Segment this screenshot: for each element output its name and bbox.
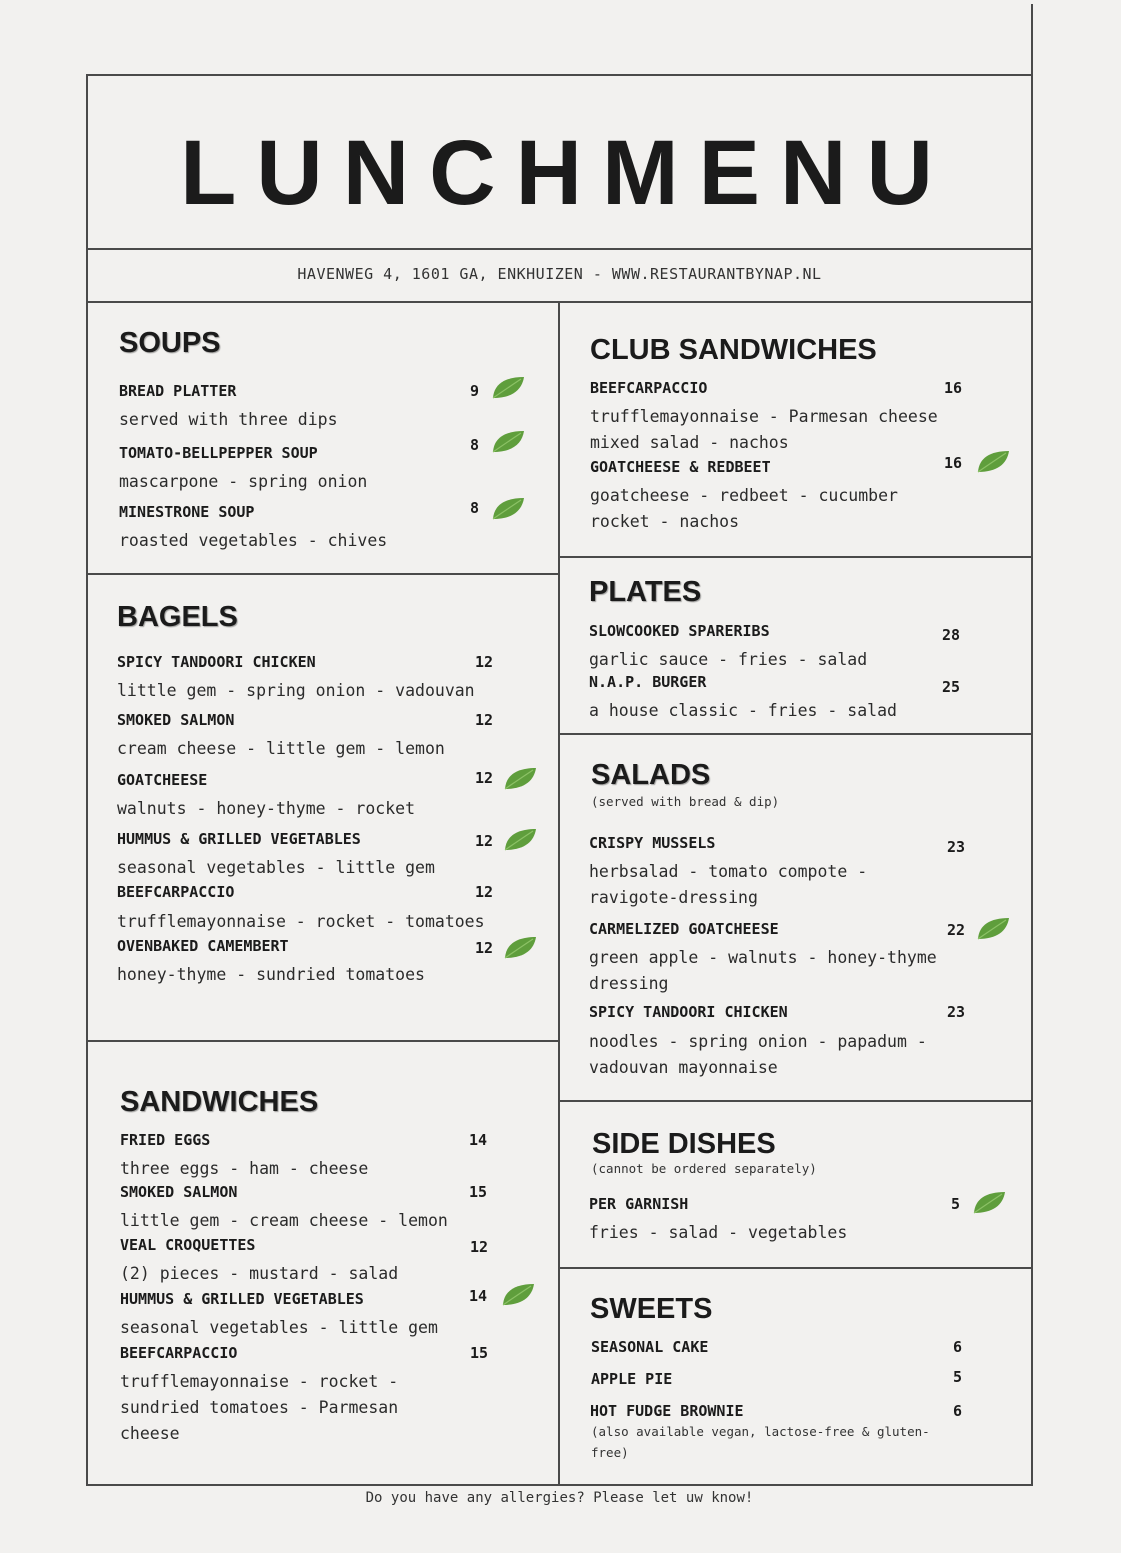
leaf-icon	[971, 1190, 1007, 1216]
item-name: HUMMUS & GRILLED VEGETABLES	[120, 1290, 364, 1308]
sandwiches-title: SANDWICHES	[120, 1086, 319, 1118]
item-name: TOMATO-BELLPEPPER SOUP	[119, 444, 318, 462]
item-name: BEEFCARPACCIO	[117, 883, 235, 901]
frame-bottom-line	[86, 1484, 1033, 1486]
item-price: 12	[475, 653, 494, 671]
item-name: SPICY TANDOORI CHICKEN	[589, 1003, 788, 1021]
item-price: 25	[942, 678, 961, 696]
item-name: GOATCHEESE	[117, 771, 208, 789]
item-name: SMOKED SALMON	[120, 1183, 238, 1201]
sweets-note: (also available vegan, lactose-free & gluten-	[591, 1424, 930, 1439]
item-description: ravigote-dressing	[589, 888, 758, 907]
item-name: MINESTRONE SOUP	[119, 503, 255, 521]
leaf-icon	[490, 429, 526, 455]
item-price: 12	[475, 769, 494, 787]
item-description: served with three dips	[119, 410, 338, 429]
item-description: herbsalad - tomato compote -	[589, 862, 868, 881]
item-name: CRISPY MUSSELS	[589, 834, 716, 852]
column-divider	[558, 301, 560, 1485]
item-description: dressing	[589, 974, 669, 993]
leaf-icon	[490, 496, 526, 522]
soups-title: SOUPS	[119, 327, 221, 359]
item-name: APPLE PIE	[591, 1370, 673, 1388]
frame-left-line	[86, 74, 88, 1485]
item-description: vadouvan mayonnaise	[589, 1058, 778, 1077]
item-name: VEAL CROQUETTES	[120, 1236, 256, 1254]
bagels-title: BAGELS	[117, 601, 238, 633]
title-divider	[86, 248, 1033, 250]
leaf-icon	[490, 375, 526, 401]
leaf-icon	[500, 1282, 536, 1308]
item-price: 12	[475, 883, 494, 901]
item-description: mixed salad - nachos	[590, 433, 789, 452]
item-name: BEEFCARPACCIO	[590, 379, 708, 397]
item-price: 5	[953, 1368, 963, 1386]
item-price: 23	[947, 838, 966, 856]
item-price: 15	[469, 1183, 488, 1201]
item-description: a house classic - fries - salad	[589, 701, 897, 720]
item-description: little gem - spring onion - vadouvan	[117, 681, 475, 700]
item-description: little gem - cream cheese - lemon	[120, 1211, 448, 1230]
item-description: (2) pieces - mustard - salad	[120, 1264, 399, 1283]
item-description: roasted vegetables - chives	[119, 531, 388, 550]
sides-divider	[558, 1267, 1033, 1269]
menu-title: LUNCHMENU	[180, 122, 953, 224]
item-description: walnuts - honey-thyme - rocket	[117, 799, 416, 818]
salads-divider	[558, 1100, 1033, 1102]
item-description: goatcheese - redbeet - cucumber	[590, 486, 898, 505]
item-description: cheese	[120, 1424, 180, 1443]
item-description: green apple - walnuts - honey-thyme	[589, 948, 937, 967]
item-name: FRIED EGGS	[120, 1131, 211, 1149]
item-price: 8	[470, 499, 480, 517]
item-price: 5	[951, 1195, 961, 1213]
salads-note: (served with bread & dip)	[591, 794, 780, 809]
item-description: mascarpone - spring onion	[119, 472, 368, 491]
item-description: trufflemayonnaise - rocket -	[120, 1372, 399, 1391]
item-description: noodles - spring onion - papadum -	[589, 1032, 927, 1051]
item-name: CARMELIZED GOATCHEESE	[589, 920, 779, 938]
item-description: trufflemayonnaise - Parmesan cheese	[590, 407, 938, 426]
plates-title: PLATES	[589, 576, 702, 608]
item-price: 23	[947, 1003, 966, 1021]
item-description: fries - salad - vegetables	[589, 1223, 848, 1242]
leaf-icon	[502, 935, 538, 961]
item-price: 28	[942, 626, 961, 644]
item-price: 6	[953, 1338, 963, 1356]
address-divider	[86, 301, 1033, 303]
item-name: HOT FUDGE BROWNIE	[590, 1402, 744, 1420]
item-description: seasonal vegetables - little gem	[120, 1318, 438, 1337]
item-name: OVENBAKED CAMEMBERT	[117, 937, 289, 955]
item-description: garlic sauce - fries - salad	[589, 650, 868, 669]
leaf-icon	[502, 827, 538, 853]
item-price: 22	[947, 921, 966, 939]
item-name: PER GARNISH	[589, 1195, 689, 1213]
item-price: 12	[470, 1238, 489, 1256]
item-name: SMOKED SALMON	[117, 711, 235, 729]
item-price: 12	[475, 711, 494, 729]
frame-top-line	[86, 74, 1033, 76]
item-description: honey-thyme - sundried tomatoes	[117, 965, 425, 984]
item-price: 12	[475, 939, 494, 957]
item-description: seasonal vegetables - little gem	[117, 858, 435, 877]
bagels-divider	[86, 1040, 559, 1042]
item-price: 8	[470, 436, 480, 454]
item-name: SLOWCOOKED SPARERIBS	[589, 622, 770, 640]
salads-title: SALADS	[591, 759, 711, 791]
leaf-icon	[975, 916, 1011, 942]
sweets-title: SWEETS	[590, 1293, 713, 1325]
soups-divider	[86, 573, 559, 575]
item-description: rocket - nachos	[590, 512, 740, 531]
item-price: 14	[469, 1287, 488, 1305]
allergy-footer: Do you have any allergies? Please let uw know!	[365, 1490, 754, 1506]
item-name: SEASONAL CAKE	[591, 1338, 709, 1356]
club-divider	[558, 556, 1033, 558]
item-name: BEEFCARPACCIO	[120, 1344, 238, 1362]
side-dishes-title: SIDE DISHES	[592, 1128, 776, 1160]
item-name: SPICY TANDOORI CHICKEN	[117, 653, 316, 671]
side-dishes-note: (cannot be ordered separately)	[591, 1161, 817, 1176]
item-name: HUMMUS & GRILLED VEGETABLES	[117, 830, 361, 848]
plates-divider	[558, 733, 1033, 735]
item-description: cream cheese - little gem - lemon	[117, 739, 445, 758]
item-price: 16	[944, 379, 963, 397]
item-description: three eggs - ham - cheese	[120, 1159, 369, 1178]
item-name: GOATCHEESE & REDBEET	[590, 458, 771, 476]
restaurant-address: HAVENWEG 4, 1601 GA, ENKHUIZEN - WWW.RESTAURANTBYNAP.NL	[297, 265, 822, 283]
item-name: BREAD PLATTER	[119, 382, 237, 400]
item-description: trufflemayonnaise - rocket - tomatoes	[117, 912, 485, 931]
item-price: 14	[469, 1131, 488, 1149]
item-price: 16	[944, 454, 963, 472]
leaf-icon	[975, 449, 1011, 475]
item-price: 6	[953, 1402, 963, 1420]
item-price: 9	[470, 382, 480, 400]
item-price: 15	[470, 1344, 489, 1362]
item-description: sundried tomatoes - Parmesan	[120, 1398, 399, 1417]
item-price: 12	[475, 832, 494, 850]
sweets-note-continued: free)	[591, 1445, 629, 1460]
club-sandwiches-title: CLUB SANDWICHES	[590, 334, 877, 366]
leaf-icon	[502, 766, 538, 792]
item-name: N.A.P. BURGER	[589, 673, 707, 691]
